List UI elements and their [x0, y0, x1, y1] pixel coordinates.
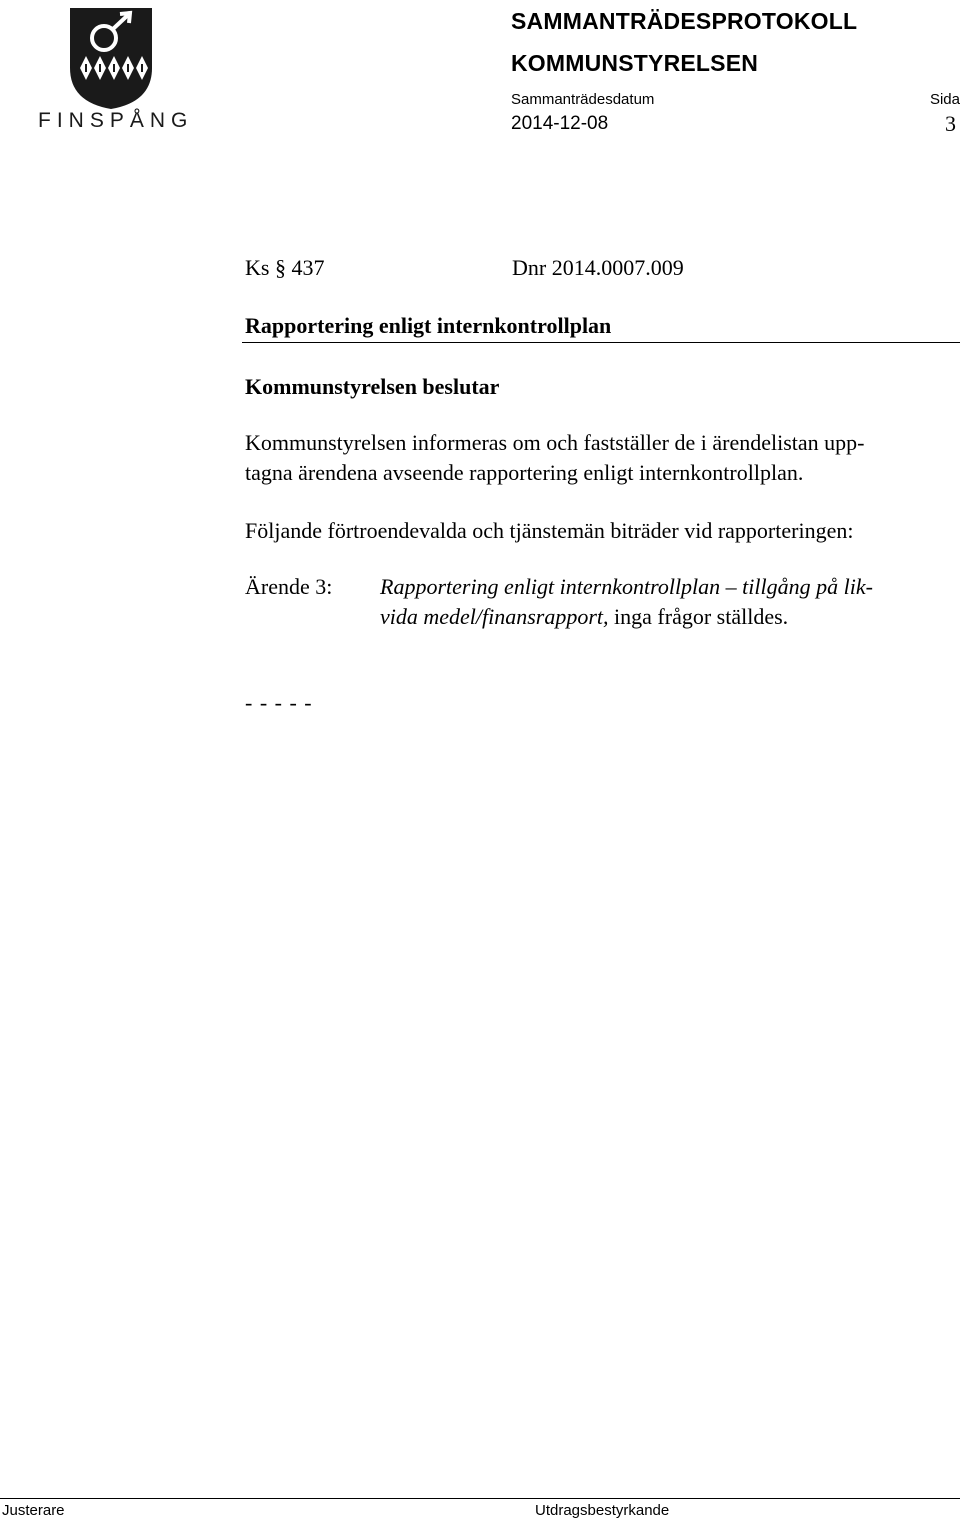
footer-divider [0, 1498, 960, 1499]
page-number: 3 [945, 111, 956, 136]
decision-heading: Kommunstyrelsen beslutar [245, 374, 500, 399]
item-label: Ärende 3: [245, 574, 333, 599]
decision-text-line: tagna ärendena avseende rapportering enligt internkontrollplan. [245, 460, 804, 485]
logo-wordmark: FINSPÅNG [38, 109, 194, 132]
item-description-italic: vida medel/finansrapport, [380, 604, 609, 629]
case-number: Ks § 437 [245, 255, 325, 280]
organization-name: KOMMUNSTYRELSEN [511, 50, 759, 76]
item-description-line [380, 604, 788, 630]
case-title: Rapportering enligt internkontrollplan [245, 313, 612, 338]
meeting-date-label: Sammanträdesdatum [511, 91, 655, 108]
participants-text: Följande förtroendevalda och tjänstemän biträder vid rapporteringen: [245, 518, 854, 543]
diary-number: Dnr 2014.0007.009 [512, 255, 684, 280]
item-description-line: Rapportering enligt internkontrollplan – tillgång på lik- [380, 574, 873, 599]
municipality-logo [36, 6, 194, 136]
coat-of-arms-icon [36, 6, 186, 110]
document-title: SAMMANTRÄDESPROTOKOLL [511, 8, 858, 34]
section-separator: - - - - - [245, 690, 313, 715]
decision-text-line: Kommunstyrelsen informeras om och fastställer de i ärendelistan upp- [245, 430, 865, 455]
adjuster-label: Justerare [2, 1502, 65, 1519]
title-divider [242, 342, 960, 343]
item-description-plain: inga frågor ställdes. [608, 604, 789, 629]
page-label: Sida [929, 91, 960, 108]
meeting-date: 2014-12-08 [511, 113, 609, 134]
extract-certification-label: Utdragsbestyrkande [535, 1502, 670, 1519]
